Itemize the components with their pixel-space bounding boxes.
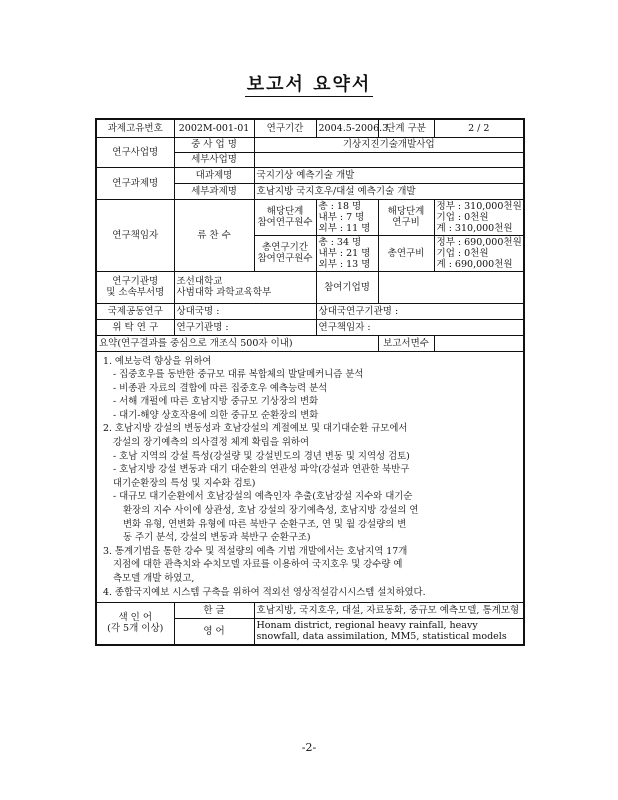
summary-form-table (95, 118, 525, 646)
keywords-label: 색 인 어 (각 5개 이상) (96, 603, 174, 645)
summary-line: 3. 통계기법을 통한 강수 및 적설량의 예측 기법 개발에서는 호남지역 17개 (103, 545, 408, 557)
program-label: 연구사업명 (96, 137, 174, 167)
total-cost-label: 총연구비 (378, 235, 434, 271)
summary-line: 대기순환장의 특성 및 지수화 검토) (113, 477, 256, 489)
summary-line: - 대기-해양 상호작용에 의한 중규모 순환장의 변화 (113, 409, 319, 421)
summary-header-label: 요약(연구결과를 중심으로 개조식 500자 이내) (96, 335, 378, 351)
stage-cost-value: 정부 : 310,000천원 기업 : 0천원 계 : 310,000천원 (434, 199, 524, 235)
total-researchers-value: 총 : 34 명 내부 : 21 명 외부 : 13 명 (316, 235, 378, 271)
stage-label: 단계 구분 (378, 119, 434, 137)
keywords-english: Honam district, regional heavy rainfall, heavy snowfall, data assimilation, MM5, statistical models (254, 619, 524, 645)
summary-line: - 집중호우를 동반한 중규모 대류 복합체의 발달메커니즘 분석 (113, 369, 364, 381)
summary-line: - 서해 개펄에 따른 호남지방 중규모 기상장의 변화 (113, 396, 319, 408)
keywords-korean: 호남지방, 국지호우, 대설, 자료동화, 중규모 예측모델, 통계모형 (254, 603, 524, 619)
summary-body (96, 351, 524, 603)
project-id-label: 과제고유번호 (96, 119, 174, 137)
program-sub-label: 세부사업명 (174, 152, 254, 167)
stage-researchers-label: 해당단계 참여연구원수 (254, 199, 316, 235)
total-cost-value: 정부 : 690,000천원 기업 : 0천원 계 : 690,000천원 (434, 235, 524, 271)
lead-label: 연구책임자 (96, 199, 174, 271)
partner-country: 상대국명 : (174, 303, 316, 319)
lead-name: 류 찬 수 (174, 199, 254, 271)
keywords-korean-label: 한 글 (174, 603, 254, 619)
summary-line: 강설의 장기예측의 의사결정 체계 확립을 위하여 (113, 437, 310, 449)
stage-cost-label: 해당단계 연구비 (378, 199, 434, 235)
total-researchers-label: 총연구기간 참여연구원수 (254, 235, 316, 271)
program-main-value: 기상지진기술개발사업 (254, 137, 524, 152)
task-main-value: 국지기상 예측기술 개발 (254, 167, 524, 183)
partner-org: 상대국연구기관명 : (316, 303, 524, 319)
period-value: 2004.5-2006.3 (316, 119, 378, 137)
summary-line: 4. 종합국지예보 시스템 구축을 위하여 적외선 영상적설감시시스템 설치하였다. (103, 586, 426, 598)
company-value (378, 271, 524, 303)
task-main-label: 대과제명 (174, 167, 254, 183)
consign-label: 위 탁 연 구 (96, 319, 174, 335)
task-label: 연구과제명 (96, 167, 174, 199)
summary-line: - 비종관 자료의 결합에 따른 집중호우 예측능력 분석 (113, 382, 328, 394)
consign-org: 연구기관명 : (174, 319, 316, 335)
summary-line: 측모델 개발 하였고, (113, 573, 195, 584)
task-sub-label: 세부과제명 (174, 183, 254, 199)
keywords-english-label: 영 어 (174, 619, 254, 645)
summary-line: - 호남지방 강설 변동과 대기 대순환의 연관성 파악(강설과 연관한 북반구 (113, 464, 410, 476)
page-number: -2- (301, 741, 317, 754)
page-title: 보고서 요약서 (246, 74, 372, 95)
institution-label: 연구기관명 및 소속부서명 (96, 271, 174, 303)
summary-line: 변화 유형, 연변화 유형에 따른 북반구 순환구조, 연 및 월 강설량의 변 (123, 518, 407, 530)
project-id-value: 2002M-001-01 (174, 119, 254, 137)
summary-line: 1. 예보능력 향상을 위하여 (103, 355, 212, 367)
summary-line: 2. 호남지방 강설의 변동성과 호남강설의 계절예보 및 대기대순환 규모에서 (103, 423, 408, 435)
summary-line: 지점에 대한 관측치와 수치모델 자료를 이용하여 국지호우 및 강수량 예 (113, 559, 403, 571)
summary-line: 환장의 지수 사이에 상관성, 호남 강설의 장기예측성, 호남지방 강설의 연 (123, 505, 419, 517)
summary-line: - 대규모 대기순환에서 호남강설의 예측인자 추출(호남강설 지수와 대기순 (113, 491, 413, 503)
pages-label: 보고서면수 (378, 335, 434, 351)
summary-line: - 호남 지역의 강설 특성(강설량 및 강설빈도의 경년 변동 및 지역성 검토) (113, 450, 410, 462)
program-main-label: 중 사 업 명 (174, 137, 254, 152)
stage-value: 2 / 2 (434, 119, 524, 137)
company-label: 참여기업명 (316, 271, 378, 303)
institution-value: 조선대학교 사범대학 과학교육학부 (174, 271, 316, 303)
task-sub-value: 호남지방 국지호우/대설 예측기술 개발 (254, 183, 524, 199)
program-sub-value (254, 152, 524, 167)
international-label: 국제공동연구 (96, 303, 174, 319)
period-label: 연구기간 (254, 119, 316, 137)
pages-value (434, 335, 524, 351)
consign-lead: 연구책임자 : (316, 319, 524, 335)
summary-lines (103, 355, 517, 600)
stage-researchers-value: 총 : 18 명 내부 : 7 명 외부 : 11 명 (316, 199, 378, 235)
summary-line: 동 주기 분석, 강설의 변동과 북반구 순환구조) (123, 532, 311, 544)
